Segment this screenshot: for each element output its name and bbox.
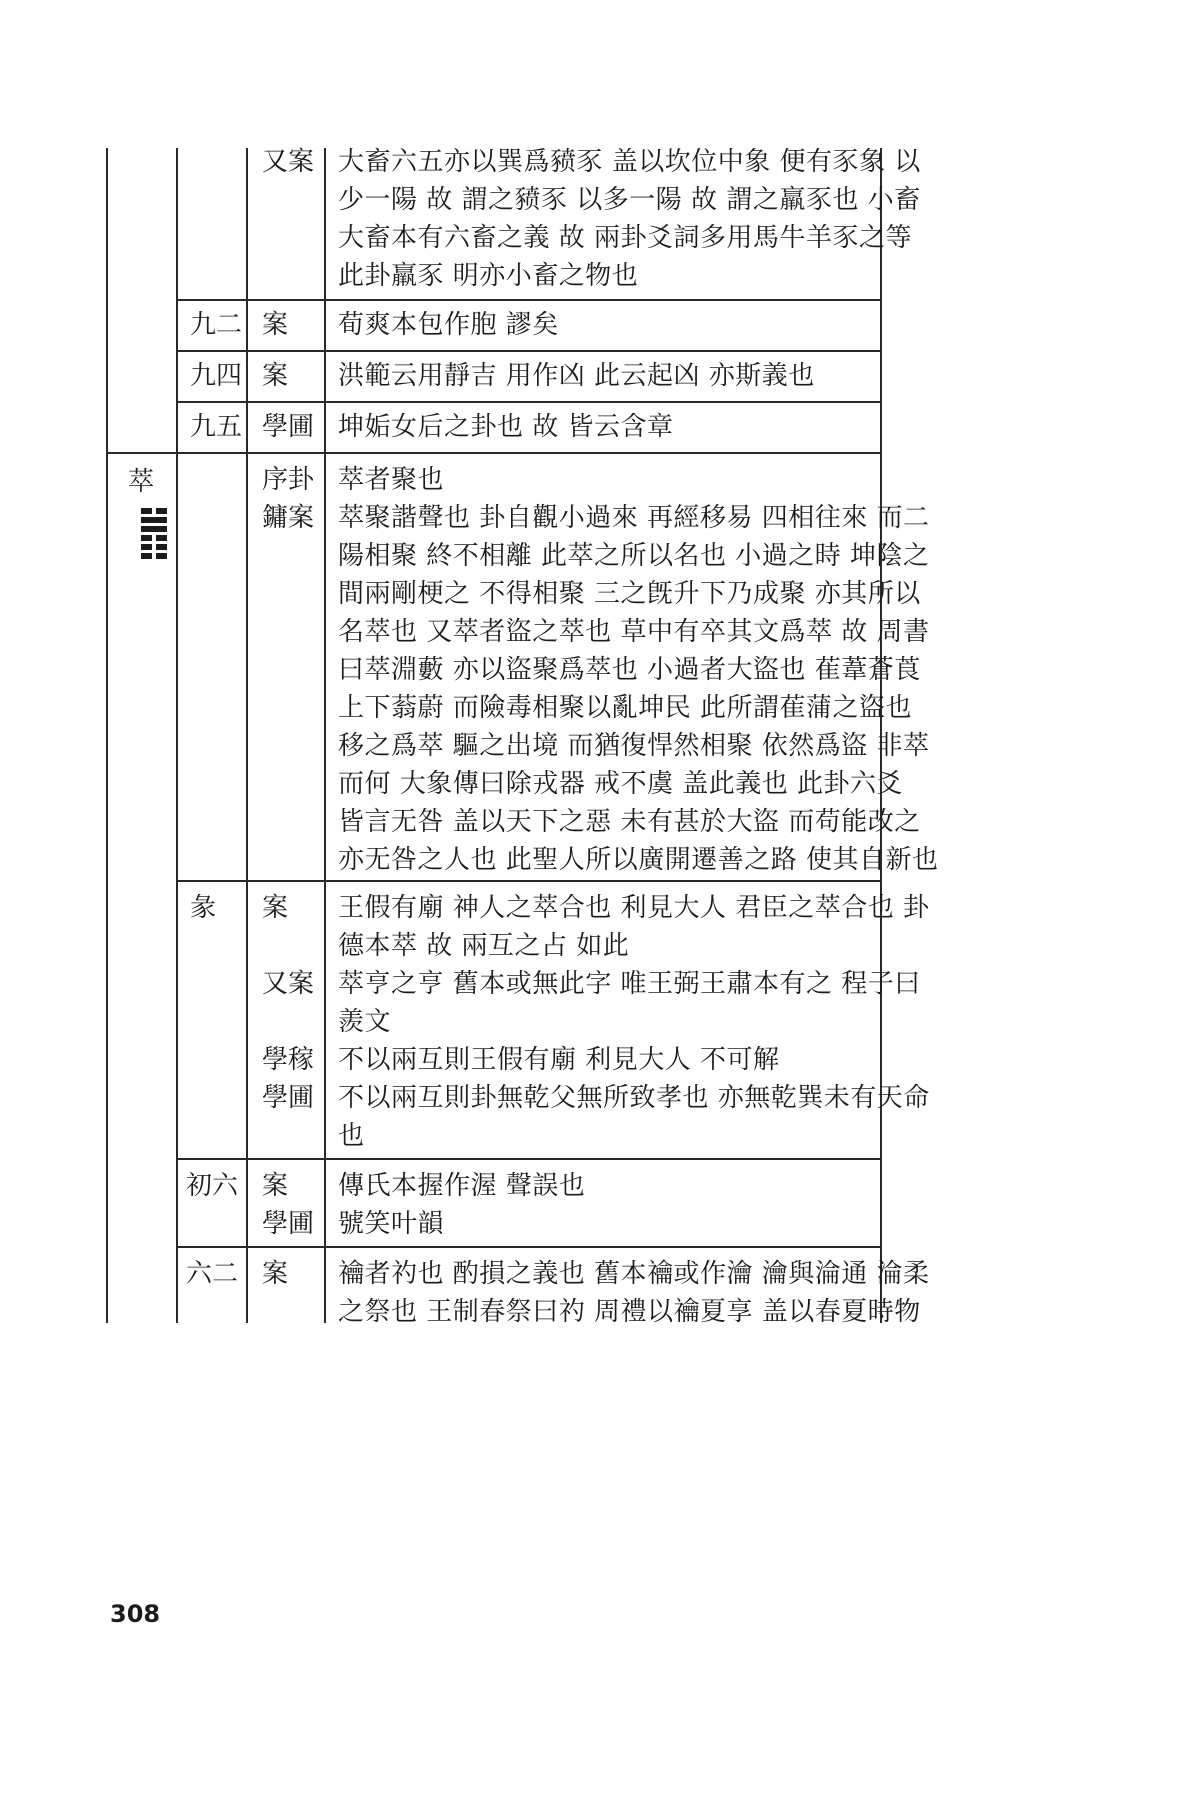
table-hexagram-separator: [176, 148, 178, 1323]
row-divider: [176, 1246, 882, 1248]
entry-line: 少一陽 故 謂之豮豕 以多一陽 故 謂之羸豕也 小畜: [338, 185, 921, 215]
entry-label: 案: [262, 893, 289, 923]
entry-line: 之祭也 王制春祭曰礿 周禮以禴夏享 盖以春夏時物: [338, 1297, 921, 1327]
entry-label: 學圃: [262, 1209, 315, 1239]
entry-line: 萃聚諧聲也 卦自觀小過來 再經移易 四相往來 而二: [338, 503, 930, 533]
row-divider: [176, 401, 882, 403]
entry-line: 間兩剛梗之 不得相聚 三之旣升下乃成聚 亦其所以: [338, 579, 921, 609]
table-left-border: [106, 148, 108, 1323]
entry-line: 號笑叶韻: [338, 1209, 445, 1239]
yao-label: 九四: [190, 361, 243, 391]
entry-label: 案: [262, 310, 289, 340]
entry-line: 曰萃淵藪 亦以盜聚爲萃也 小過者大盜也 萑葦蒼莨: [338, 655, 921, 685]
table-yao-separator: [246, 148, 248, 1323]
page-number: 308: [110, 1600, 161, 1628]
entry-label: 學稼: [262, 1045, 315, 1075]
entry-label: 又案: [262, 969, 315, 999]
entry-line: 名萃也 又萃者盜之萃也 草中有卒其文爲萃 故 周書: [338, 617, 930, 647]
entry-line: 禴者礿也 酌損之義也 舊本禴或作瀹 瀹與淪通 淪柔: [338, 1259, 930, 1289]
entry-line: 上下蓊蔚 而險毒相聚以亂坤民 此所謂萑蒲之盜也: [338, 693, 913, 723]
entry-label: 案: [262, 1259, 289, 1289]
entry-line: 移之爲萃 驅之出境 而猶復悍然相聚 依然爲盜 非萃: [338, 731, 930, 761]
entry-line: 王假有廟 神人之萃合也 利見大人 君臣之萃合也 卦: [338, 893, 930, 923]
yao-label: 六二: [186, 1259, 239, 1289]
entry-label: 序卦: [262, 465, 315, 495]
entry-line: 陽相聚 終不相離 此萃之所以名也 小過之時 坤陰之: [338, 541, 930, 571]
entry-label: 學圃: [262, 412, 315, 442]
entry-label: 學圃: [262, 1083, 315, 1113]
entry-line: 也: [338, 1121, 365, 1151]
yao-label: 初六: [186, 1171, 239, 1201]
entry-line: 亦无咎之人也 此聖人所以廣開遷善之路 使其自新也: [338, 845, 939, 875]
entry-line: 不以兩互則卦無乾父無所致孝也 亦無乾巽未有天命: [338, 1083, 930, 1113]
entry-line: 而何 大象傳曰除戎器 戒不虞 盖此義也 此卦六爻: [338, 769, 904, 799]
hexagram-name: 萃: [128, 467, 155, 497]
entry-line: 萃亨之亨 舊本或無此字 唯王弼王肅本有之 程子曰: [338, 969, 921, 999]
entry-label: 案: [262, 1171, 289, 1201]
entry-label: 案: [262, 361, 289, 391]
entry-line: 羨文: [338, 1007, 392, 1037]
row-divider: [176, 350, 882, 352]
entry-line: 傳氏本握作渥 聲誤也: [338, 1171, 586, 1201]
entry-line: 德本萃 故 兩互之占 如此: [338, 931, 630, 961]
entry-line: 大畜六五亦以巽爲豮豕 盖以坎位中象 便有豕象 以: [338, 147, 921, 177]
row-divider: [176, 299, 882, 301]
row-divider: [106, 452, 882, 454]
entry-line: 洪範云用靜吉 用作凶 此云起凶 亦斯義也: [338, 361, 815, 391]
entry-line: 大畜本有六畜之義 故 兩卦爻詞多用馬牛羊豕之等: [338, 223, 913, 253]
entry-line: 不以兩互則王假有廟 利見大人 不可解: [338, 1045, 780, 1075]
table-label-separator: [324, 148, 326, 1323]
row-divider: [176, 1158, 882, 1160]
entry-line: 此卦羸豕 明亦小畜之物也: [338, 261, 639, 291]
entry-line: 荀爽本包作胞 謬矣: [338, 310, 559, 340]
entry-label: 鏞案: [262, 503, 315, 533]
entry-line: 萃者聚也: [338, 465, 445, 495]
yao-label: 彖: [190, 893, 217, 923]
entry-label: 又案: [262, 147, 315, 177]
hexagram-icon: [141, 508, 167, 562]
yao-label: 九五: [190, 412, 243, 442]
yao-label: 九二: [190, 310, 243, 340]
entry-line: 皆言无咎 盖以天下之惡 未有甚於大盜 而苟能改之: [338, 807, 921, 837]
entry-line: 坤姤女后之卦也 故 皆云含章: [338, 412, 674, 442]
